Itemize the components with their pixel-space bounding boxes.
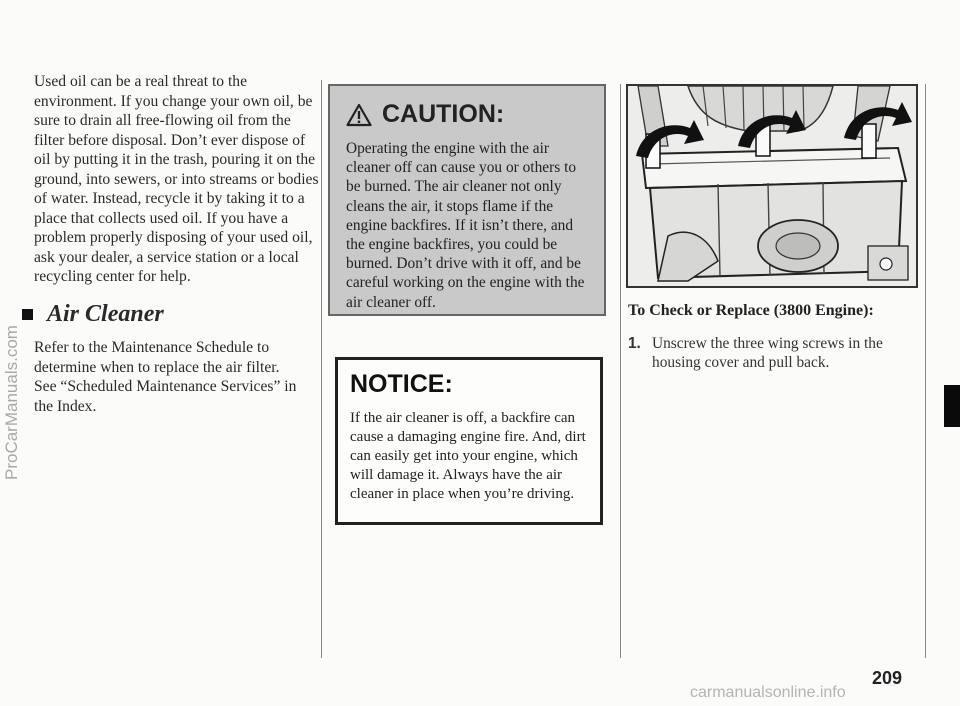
section-title-text: Air Cleaner [47, 300, 164, 327]
section-heading [22, 300, 319, 327]
engine-drawing [628, 86, 916, 286]
section-thumb-tab [944, 385, 960, 427]
caution-body-text: Operating the engine with the air cleaner off can cause you or others to be burned. The air cleaner not only cleans the air, it stops flame if the engine backfires. If it isn’t there, and the engine backfires, you could be burned. Don’t drive with it off, and be careful working on the engine with the air cleaner off. [346, 140, 585, 311]
maintenance-schedule-paragraph: Refer to the Maintenance Schedule to determine when to replace the air filter. [34, 339, 280, 376]
step-text: Unscrew the three wing screws in the housing cover and pull back. [652, 335, 883, 371]
warning-triangle-icon [346, 103, 372, 127]
side-watermark: ProCarManuals.com [2, 325, 21, 480]
caution-heading-text: CAUTION: [382, 100, 505, 128]
index-reference-paragraph: See “Scheduled Maintenance Services” in the Index. [34, 378, 297, 415]
column-divider-3 [925, 84, 926, 658]
caution-box [328, 84, 606, 316]
column-divider-2 [620, 84, 621, 658]
square-bullet-icon [22, 309, 33, 320]
notice-heading: NOTICE: [350, 370, 453, 398]
left-column [34, 72, 319, 416]
column-divider-1 [321, 80, 322, 658]
procedure-heading: To Check or Replace (3800 Engine): [628, 302, 874, 319]
step-number: 1. [628, 335, 641, 352]
caution-heading [346, 100, 588, 129]
oil-disposal-paragraph: Used oil can be a real threat to the environment. If you change your own oil, be sure to drain all free-flowing oil from the filter before disposal. Don’t ever dispose of oil by putting it in the trash, pouring it on the ground, into sewers, or into streams or bodies of water. Instead, recycle it by taking it to a place that collects used oil. If you have a problem properly disposing of your used oil, ask your dealer, a service station or a local recycling center for help. [34, 73, 319, 285]
bottom-watermark: carmanualsonline.info [690, 684, 846, 701]
procedure-step [628, 334, 913, 372]
notice-box [335, 357, 603, 525]
page-number: 209 [872, 668, 903, 688]
air-cleaner-housing-illustration [626, 84, 918, 288]
notice-body-text: If the air cleaner is off, a backfire can cause a damaging engine fire. And, dirt can easily get into your engine, which will damage it. Always have the air cleaner in place when you’re driving. [350, 410, 586, 502]
